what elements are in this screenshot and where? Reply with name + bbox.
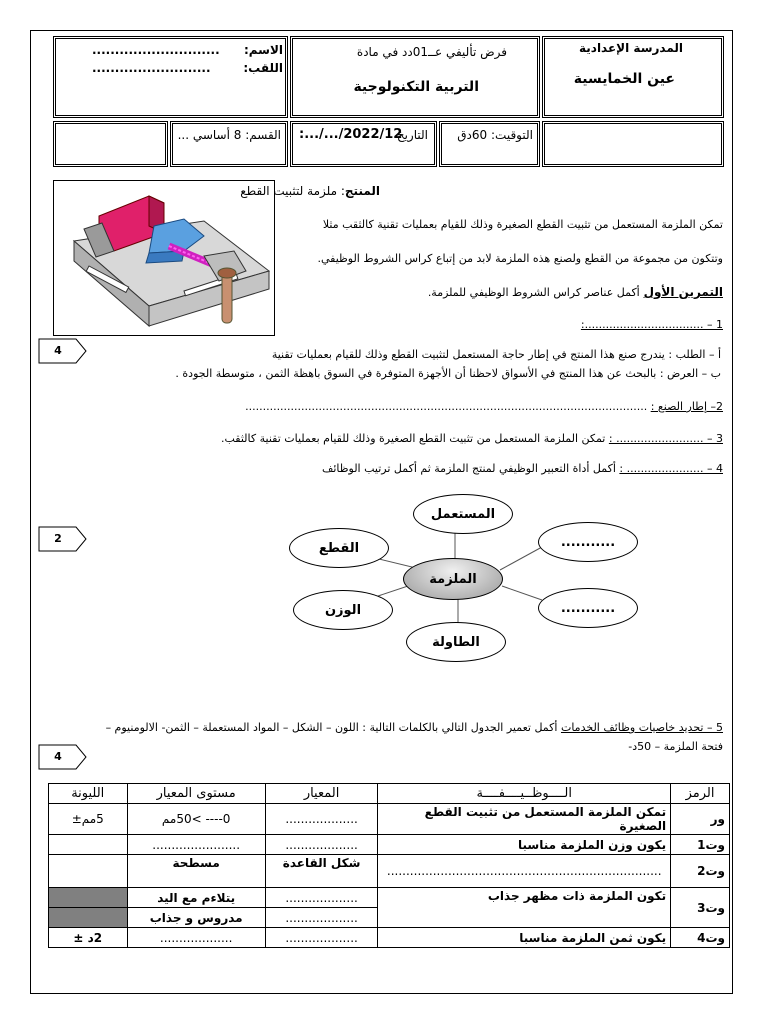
q2-label: 2– إطار الصنع : — [650, 400, 723, 413]
cell-level: يتلاءم مع اليد — [127, 888, 265, 908]
cell-flexibility: 2د ± — [49, 928, 128, 948]
cell-level[interactable]: ................... — [127, 928, 265, 948]
functions-table — [48, 783, 730, 948]
exam-title: فرض تأليفي عــ01دد في مادة — [356, 45, 507, 59]
cell-flexibility[interactable] — [49, 855, 128, 888]
table-row — [49, 804, 730, 835]
q5-line — [106, 721, 723, 734]
diagram-table: الطاولة — [406, 622, 506, 662]
surname-label: اللقب: — [243, 61, 283, 75]
score-1: 4 — [54, 344, 62, 357]
table-row — [49, 835, 730, 855]
q3-label[interactable]: 3 – ......................... : — [608, 432, 723, 445]
date-field[interactable]: :.../.../2022/12 — [299, 127, 403, 142]
cell-criterion[interactable]: ................... — [265, 928, 378, 948]
score-2: 2 — [54, 532, 62, 545]
cell-flexibility: 5مم± — [49, 804, 128, 835]
score-3: 4 — [54, 750, 62, 763]
cell-criterion[interactable]: ................... — [265, 888, 378, 908]
exercise1-title: التمرين الأول — [643, 285, 723, 299]
product-desc-1: تمكن الملزمة المستعمل من تثبيت القطع الصغيرة وذلك للقيام بعمليات تقنية كالثقب مثلا — [322, 218, 723, 231]
q2-field[interactable]: ................................................................................................................... — [245, 400, 648, 413]
q1-offer: ب – العرض : بالبحث عن هذا المنتج في الأسواق لاحظنا أن الأجهزة المتوفرة في السوق باهظة الثمن ، متوسطة الجودة . — [175, 367, 721, 380]
student-name-box — [53, 36, 288, 118]
exam-title-box — [290, 36, 540, 118]
col-level: مستوى المعيار — [127, 784, 265, 804]
col-symbol: الرمز — [671, 784, 730, 804]
q5-label: 5 – تحديد خاصيات وظائف الخدمات — [560, 721, 723, 734]
score-box-1 — [38, 338, 88, 364]
cell-symbol: وت2 — [671, 855, 730, 888]
diagram-user: المستعمل — [413, 494, 513, 534]
school-box — [542, 36, 724, 118]
cell-flexibility[interactable] — [49, 835, 128, 855]
name-field[interactable]: ............................ — [92, 43, 220, 57]
name-label: الاسم: — [243, 43, 283, 57]
cell-level: 0---- >50مم — [127, 804, 265, 835]
cell-function: يكون وزن الملزمة مناسبا — [378, 835, 671, 855]
q2-line — [245, 400, 723, 413]
duration-box — [439, 121, 540, 167]
date-label: التاريخ — [396, 128, 428, 142]
product-line — [240, 184, 380, 198]
table-header-row — [49, 784, 730, 804]
vise-image — [53, 180, 275, 336]
cell-flexibility-shaded — [49, 908, 128, 928]
diagram-blank-1[interactable]: ........... — [538, 522, 638, 562]
cell-symbol: وت3 — [671, 888, 730, 928]
cell-criterion[interactable]: ................... — [265, 908, 378, 928]
diagram-center: الملزمة — [403, 558, 503, 600]
q1-label[interactable]: 1 – ..................................: — [580, 318, 723, 331]
col-criterion: المعيار — [265, 784, 378, 804]
table-row — [49, 888, 730, 908]
cell-criterion: شكل القاعدة — [265, 855, 378, 888]
diagram-weight: الوزن — [293, 590, 393, 630]
q5-text-2: فتحة الملزمة – 50د- — [628, 740, 723, 753]
blank-box-right — [542, 121, 724, 167]
cell-symbol: وت1 — [671, 835, 730, 855]
q5-text: أكمل تعمير الجدول التالي بالكلمات التالية : اللون – الشكل – المواد المستعملة – الثمن- الالومنيوم – — [105, 721, 558, 734]
q3-line — [221, 432, 723, 445]
subject-title: التربية التكنولوجية — [353, 79, 479, 95]
blank-box-left — [53, 121, 168, 167]
cell-criterion[interactable]: ................... — [265, 835, 378, 855]
table-row — [49, 928, 730, 948]
surname-field[interactable]: .......................... — [92, 61, 211, 75]
duration: التوقيت: 60دق — [457, 128, 533, 142]
q4-text: أكمل أداة التعبير الوظيفي لمنتج الملزمة ثم أكمل ترتيب الوظائف — [321, 462, 616, 475]
q3-text: تمكن الملزمة المستعمل من تثبيت القطع الصغيرة وذلك للقيام بعمليات تقنية كالثقب. — [220, 432, 606, 445]
class-label: القسم: 8 أساسي ... — [177, 128, 281, 142]
cell-function: تكون الملزمة ذات مظهر جذاب — [378, 888, 671, 928]
diagram-parts: القطع — [289, 528, 389, 568]
cell-symbol: ور — [671, 804, 730, 835]
date-box — [290, 121, 437, 167]
q4-label[interactable]: 4 – ...................... : — [619, 462, 723, 475]
cell-flexibility-shaded — [49, 888, 128, 908]
q1-demand: أ – الطلب : يندرج صنع هذا المنتج في إطار حاجة المستعمل لتثبيت القطع وذلك للقيام بعمليات تقنية — [271, 348, 721, 361]
cell-function: تمكن الملزمة المستعمل من تثبيت القطع الصغيرة — [378, 804, 671, 835]
cell-level: مدروس و جذاب — [127, 908, 265, 928]
product-heading: المنتج — [344, 184, 380, 198]
school-place: عين الخمايسية — [573, 71, 675, 87]
product-desc-2: وتتكون من مجموعة من القطع ولصنع هذه الملزمة لابد من إتباع كراس الشروط الوظيفي. — [317, 252, 723, 265]
col-flexibility: الليونة — [49, 784, 128, 804]
col-function: الــــوظــيــــفــــة — [378, 784, 671, 804]
table-row — [49, 855, 730, 888]
school-name: المدرسة الإعدادية — [579, 41, 683, 55]
exercise1-line — [428, 285, 723, 299]
cell-symbol: وت4 — [671, 928, 730, 948]
q4-line — [322, 462, 723, 475]
diagram-blank-2[interactable]: ........... — [538, 588, 638, 628]
exercise1-instruction: أكمل عناصر كراس الشروط الوظيفي للملزمة. — [427, 286, 640, 299]
cell-level[interactable]: ....................... — [127, 835, 265, 855]
cell-level: مسطحة — [127, 855, 265, 888]
score-box-2 — [38, 526, 88, 552]
cell-function[interactable]: ........................................................................ — [378, 855, 671, 888]
score-box-3 — [38, 744, 88, 770]
product-name: : ملزمة لتثبيت القطع — [240, 184, 345, 198]
cell-function: يكون ثمن الملزمة مناسبا — [378, 928, 671, 948]
class-box — [170, 121, 288, 167]
cell-criterion[interactable]: ................... — [265, 804, 378, 835]
